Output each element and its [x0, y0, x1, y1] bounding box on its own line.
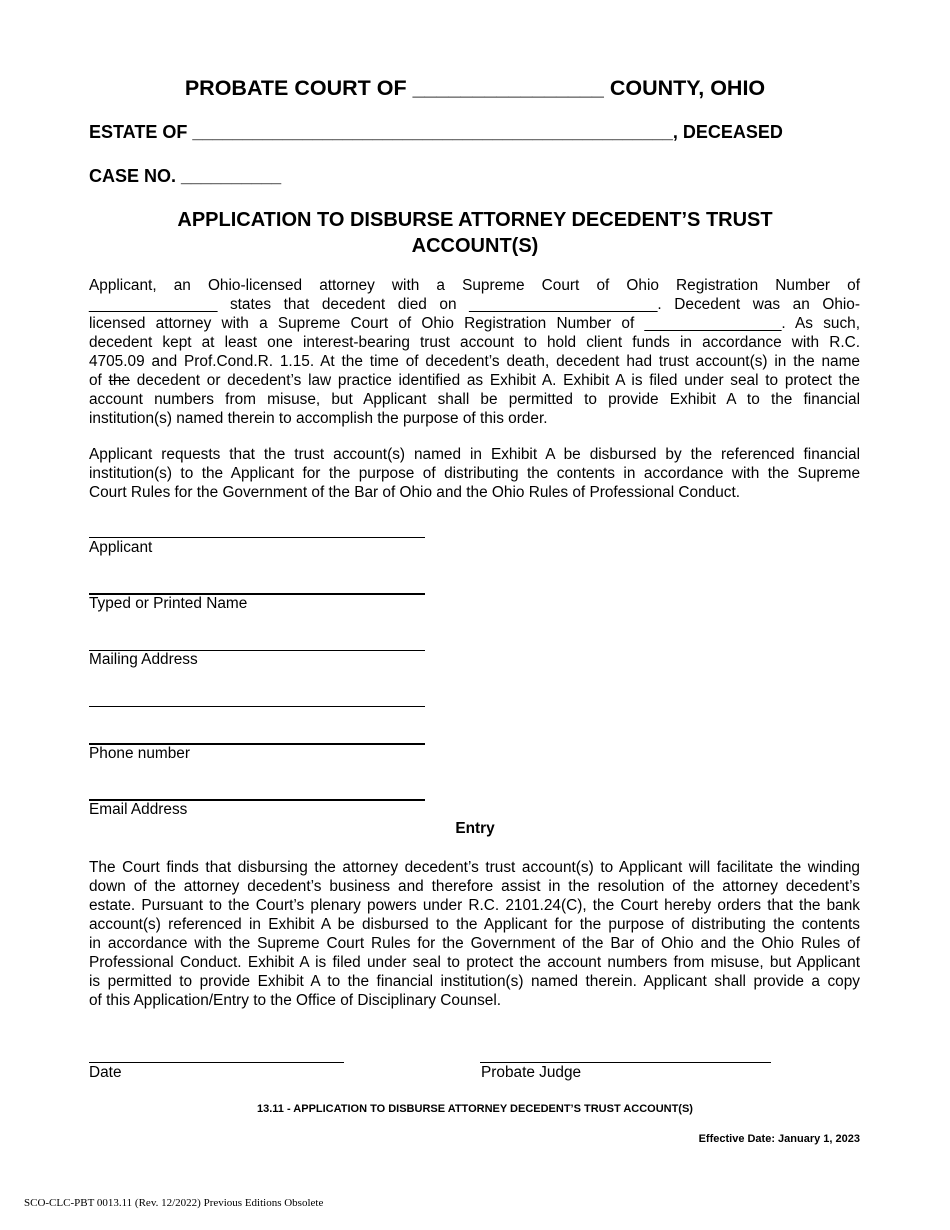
para1-line: [89, 371, 860, 390]
title-line-2: ACCOUNT(S): [411, 235, 539, 257]
footer-form-title: 13.11 - APPLICATION TO DISBURSE ATTORNEY DECEDENT’S TRUST ACCOUNT(S): [257, 1103, 693, 1115]
para1-line: decedent kept at least one interest-bearing trust account to hold client funds in accordance with R.C.: [89, 334, 860, 351]
court-heading: PROBATE COURT OF ________________ COUNTY, OHIO: [184, 76, 766, 100]
case-number-line: CASE NO. __________: [89, 166, 282, 186]
effective-date: Effective Date: January 1, 2023: [698, 1133, 860, 1145]
struck-word: the: [108, 372, 130, 389]
entry-line: The Court finds that disbursing the attorney decedent’s trust account(s) to Applicant will facilitate the winding: [89, 859, 860, 876]
entry-line: Professional Conduct. Exhibit A is filed under seal to protect the account numbers from misuse, but Applicant: [89, 954, 860, 971]
application-paragraph-2: [89, 445, 860, 502]
entry-line: account(s) referenced in Exhibit A be disbursed to the Applicant for the purpose of distributing the contents: [89, 916, 860, 933]
para1-line6-post: decedent or decedent’s law practice identified as Exhibit A. Exhibit A is filed under seal to protect the: [129, 372, 860, 389]
applicant-signature-line[interactable]: [89, 537, 425, 538]
application-paragraph-1: [89, 276, 860, 428]
phone-label: Phone number: [89, 745, 190, 762]
para1-line: 4705.09 and Prof.Cond.R. 1.15. At the time of decedent’s death, decedent had trust account(s) in the name: [89, 353, 860, 370]
para1-line: account numbers from misuse, but Applicant shall be permitted to provide Exhibit A to the financial: [89, 391, 860, 408]
judge-signature-line[interactable]: [480, 1062, 771, 1063]
judge-label: Probate Judge: [481, 1064, 582, 1081]
form-identifier: SCO-CLC-PBT 0013.11 (Rev. 12/2022) Previous Editions Obsolete: [24, 1197, 324, 1209]
entry-line: is permitted to provide Exhibit A to the financial institution(s) named therein. Applicant shall provide a copy: [89, 973, 860, 990]
date-signature-line[interactable]: [89, 1062, 344, 1063]
para2-line: Court Rules for the Government of the Bar of Ohio and the Ohio Rules of Professional Conduct.: [89, 484, 741, 501]
para1-line: Applicant, an Ohio-licensed attorney with a Supreme Court of Ohio Registration Number of: [89, 277, 860, 294]
entry-line: estate. Pursuant to the Court’s plenary powers under R.C. 2101.24(C), the Court hereby orders that the bank: [89, 897, 860, 914]
mailing-address-line-2[interactable]: [89, 706, 425, 707]
title-line-1: APPLICATION TO DISBURSE ATTORNEY DECEDENT’S TRUST: [177, 209, 773, 231]
entry-paragraph: [89, 858, 860, 1010]
para1-line: licensed attorney with a Supreme Court of Ohio Registration Number of ________________. As such,: [89, 315, 860, 332]
entry-line: down of the attorney decedent’s business and therefore assist in the resolution of the attorney decedent’s: [89, 878, 860, 895]
estate-line: ESTATE OF ________________________________________________, DECEASED: [89, 122, 783, 142]
mailing-address-label: Mailing Address: [89, 651, 198, 668]
email-label: Email Address: [89, 801, 188, 818]
para1-line: institution(s) named therein to accomplish the purpose of this order.: [89, 410, 548, 427]
entry-heading: Entry: [455, 820, 495, 837]
date-label: Date: [89, 1064, 122, 1081]
entry-line: in accordance with the Supreme Court Rules for the Government of the Bar of Ohio and the Ohio Rules of: [89, 935, 860, 952]
para2-line: Applicant requests that the trust account(s) named in Exhibit A be disbursed by the referenced financial: [89, 446, 860, 463]
para2-line: institution(s) to the Applicant for the purpose of distributing the contents in accordance with the Supreme: [89, 465, 860, 482]
para1-line: _______________ states that decedent died on ______________________. Decedent was an Ohio-: [89, 296, 860, 313]
typed-name-label: Typed or Printed Name: [89, 595, 248, 612]
document-title: [120, 207, 830, 259]
applicant-label: Applicant: [89, 539, 153, 556]
para1-line6-pre: of: [89, 372, 109, 389]
entry-line: of this Application/Entry to the Office of Disciplinary Counsel.: [89, 992, 502, 1009]
